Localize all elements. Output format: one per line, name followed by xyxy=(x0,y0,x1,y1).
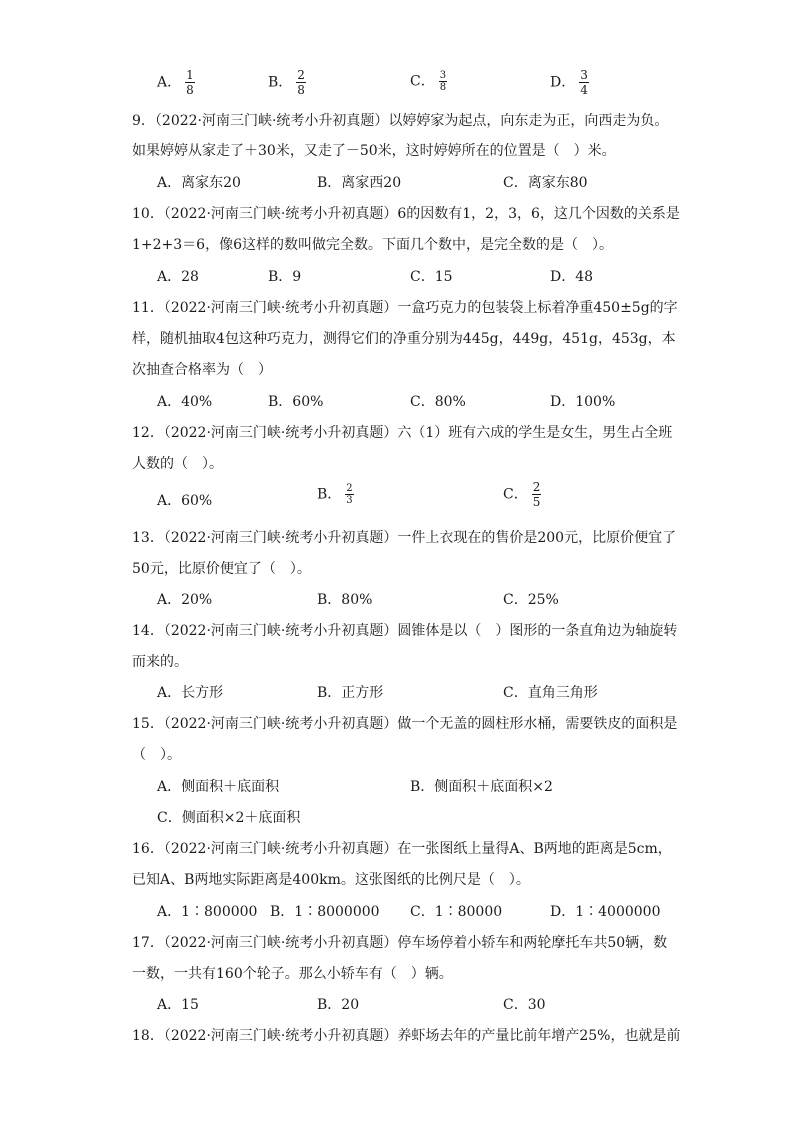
q16-line-1: 16．（2022·河南三门峡·统考小升初真题）在一张图纸上量得A、B两地的距离是5cm， xyxy=(132,841,672,857)
q14-line-1: 14．（2022·河南三门峡·统考小升初真题）圆锥体是以（ ）图形的一条直角边为轴旋转 xyxy=(132,623,678,639)
q13-option-c: C．25% xyxy=(503,592,559,608)
q16-option-c: C．1∶80000 xyxy=(410,904,503,920)
q17-option-c: C．30 xyxy=(503,997,546,1013)
q11-option-b: B．60% xyxy=(268,394,324,410)
fraction: $\frac{2}{3}$ xyxy=(346,483,353,506)
q17-option-a: A．15 xyxy=(157,997,199,1013)
q9-line-1: 9．（2022·河南三门峡·统考小升初真题）以婷婷家为起点，向东走为正，向西走为负。 xyxy=(132,113,669,129)
q13-option-a: A．20% xyxy=(157,592,213,608)
q14-option-c: C．直角三角形 xyxy=(503,685,598,701)
q11-line-1: 11．（2022·河南三门峡·统考小升初真题）一盒巧克力的包装袋上标着净重450±5g的字 xyxy=(132,300,678,316)
q14-line-2: 而来的。 xyxy=(132,654,188,670)
q12-line-2: 人数的（ ）。 xyxy=(132,456,223,472)
q14-option-a: A．长方形 xyxy=(157,685,224,701)
q13-option-b: B．80% xyxy=(317,592,373,608)
q12-option-c: C． $\frac{2}{5}$ xyxy=(503,480,541,509)
q18-line-1: 18．（2022·河南三门峡·统考小升初真题）养虾场去年的产量比前年增产25%，也就是前 xyxy=(132,1028,681,1044)
q15-option-c: C．侧面积×2＋底面积 xyxy=(157,810,301,826)
q16-option-b: B．1∶8000000 xyxy=(270,904,380,920)
fraction: $\frac{3}{4}$ xyxy=(580,68,588,97)
q13-line-2: 50元，比原价便宜了（ ）。 xyxy=(132,561,311,577)
q17-line-1: 17．（2022·河南三门峡·统考小升初真题）停车场停着小轿车和两轮摩托车共50辆，数 xyxy=(132,935,668,951)
q16-option-a: A．1∶800000 xyxy=(157,904,258,920)
q10-line-1: 10．（2022·河南三门峡·统考小升初真题）6的因数有1，2，3，6，这几个因数的关系是 xyxy=(132,206,680,222)
q11-line-3: 次抽查合格率为（ ） xyxy=(132,362,272,378)
q16-option-d: D．1∶4000000 xyxy=(550,904,661,920)
q16-line-2: 已知A、B两地实际距离是400km。这张图纸的比例尺是（ ）。 xyxy=(132,872,530,888)
q12-option-a: A．60% xyxy=(157,493,213,509)
q9-option-b: B．离家西20 xyxy=(317,175,402,191)
q9-option-a: A．离家东20 xyxy=(157,175,241,191)
q11-option-c: C．80% xyxy=(410,394,466,410)
q11-option-a: A．40% xyxy=(157,394,213,410)
q12-option-b: B． $\frac{2}{3}$ xyxy=(317,483,353,506)
q10-option-b: B．9 xyxy=(268,269,302,285)
q10-option-c: C．15 xyxy=(410,269,453,285)
q8-option-d: D． $\frac{3}{4}$ xyxy=(550,68,588,97)
q9-option-c: C．离家东80 xyxy=(503,175,588,191)
q11-line-2: 样，随机抽取4包这种巧克力，测得它们的净重分别为445g，449g，451g，453g，本 xyxy=(132,331,676,347)
fraction: $\frac{1}{8}$ xyxy=(186,68,194,97)
q12-line-1: 12．（2022·河南三门峡·统考小升初真题）六（1）班有六成的学生是女生，男生占全班 xyxy=(132,425,673,441)
q8-option-a: A． $\frac{1}{8}$ xyxy=(157,68,194,97)
q8-option-b: B． $\frac{2}{8}$ xyxy=(268,68,305,97)
q15-option-a: A．侧面积＋底面积 xyxy=(157,779,280,795)
q10-option-a: A．28 xyxy=(157,269,199,285)
q11-option-d: D．100% xyxy=(550,394,616,410)
q15-line-1: 15．（2022·河南三门峡·统考小升初真题）做一个无盖的圆柱形水桶，需要铁皮的面积是 xyxy=(132,716,678,732)
q10-line-2: 1+2+3＝6，像6这样的数叫做完全数。下面几个数中，是完全数的是（ ）。 xyxy=(132,237,613,253)
fraction: $\frac{2}{8}$ xyxy=(297,68,305,97)
q15-line-2: （ ）。 xyxy=(132,747,181,763)
q17-option-b: B．20 xyxy=(317,997,360,1013)
q15-option-b: B．侧面积＋底面积×2 xyxy=(410,779,553,795)
q14-option-b: B．正方形 xyxy=(317,685,384,701)
q10-option-d: D．48 xyxy=(550,269,594,285)
q17-line-2: 一数，一共有160个轮子。那么小轿车有（ ）辆。 xyxy=(132,966,453,982)
q13-line-1: 13．（2022·河南三门峡·统考小升初真题）一件上衣现在的售价是200元，比原价便宜了 xyxy=(132,530,677,546)
fraction: $\frac{2}{5}$ xyxy=(532,480,541,509)
fraction: $\frac{3}{8}$ xyxy=(439,70,447,93)
q8-option-c: C． $\frac{3}{8}$ xyxy=(410,70,447,93)
q9-line-2: 如果婷婷从家走了＋30米，又走了－50米，这时婷婷所在的位置是（ ）米。 xyxy=(132,143,616,159)
